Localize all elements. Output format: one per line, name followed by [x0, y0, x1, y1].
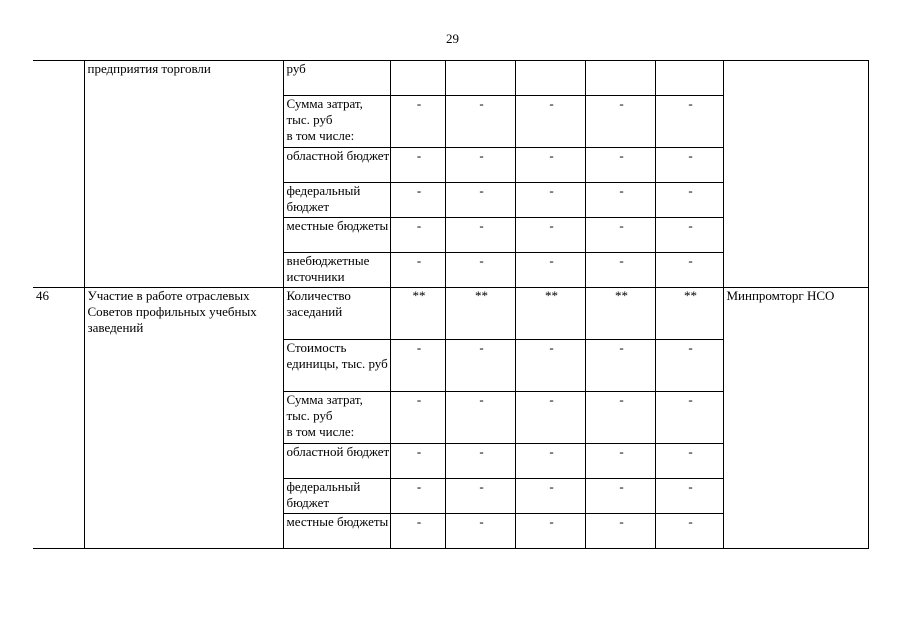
year-value: **	[390, 288, 445, 340]
indicator-label: областной бюджет	[283, 148, 390, 183]
indicator-label: Стоимость единицы, тыс. руб	[283, 340, 390, 392]
number-cell-empty	[33, 61, 84, 288]
table-row	[33, 61, 868, 96]
indicator-label: руб	[283, 61, 390, 96]
year-value: -	[390, 218, 445, 253]
year-value: -	[515, 253, 585, 288]
year-value: -	[390, 96, 445, 148]
year-value	[515, 61, 585, 96]
year-value	[390, 61, 445, 96]
year-value: -	[585, 96, 655, 148]
indicator-label: федеральный бюджет	[283, 479, 390, 514]
indicator-label: Количество заседаний	[283, 288, 390, 340]
indicator-label: внебюджетные источники	[283, 253, 390, 288]
year-value: -	[655, 183, 723, 218]
year-value: -	[515, 218, 585, 253]
year-value: -	[515, 148, 585, 183]
year-value: -	[585, 444, 655, 479]
event-cell: предприятия торговли	[84, 61, 283, 288]
year-value: -	[515, 514, 585, 549]
year-value: -	[445, 514, 515, 549]
year-value: -	[515, 183, 585, 218]
year-value: -	[515, 444, 585, 479]
year-value: -	[585, 340, 655, 392]
year-value: -	[445, 96, 515, 148]
year-value: -	[655, 340, 723, 392]
year-value: -	[445, 479, 515, 514]
year-value: -	[390, 444, 445, 479]
year-value: -	[390, 392, 445, 444]
year-value: -	[390, 479, 445, 514]
executor-cell: Минпромторг НСО	[723, 288, 868, 549]
year-value: -	[515, 479, 585, 514]
year-value: -	[655, 514, 723, 549]
year-value: -	[390, 514, 445, 549]
year-value: -	[585, 514, 655, 549]
indicator-label: Сумма затрат, тыс. руб в том числе:	[283, 392, 390, 444]
year-value: -	[445, 218, 515, 253]
year-value: -	[655, 253, 723, 288]
executor-cell-empty	[723, 61, 868, 288]
year-value	[655, 61, 723, 96]
year-value: -	[585, 392, 655, 444]
year-value: -	[445, 444, 515, 479]
year-value: **	[445, 288, 515, 340]
year-value: -	[390, 183, 445, 218]
year-value	[585, 61, 655, 96]
year-value: -	[515, 96, 585, 148]
page-number: 29	[446, 31, 459, 46]
table-row	[33, 288, 868, 340]
year-value: -	[585, 253, 655, 288]
program-table	[33, 60, 869, 549]
year-value: -	[585, 218, 655, 253]
year-value	[445, 61, 515, 96]
indicator-label: местные бюджеты	[283, 514, 390, 549]
year-value: -	[655, 392, 723, 444]
item-number: 46	[33, 288, 84, 549]
year-value: -	[390, 148, 445, 183]
year-value: -	[655, 218, 723, 253]
year-value: -	[390, 340, 445, 392]
year-value: -	[445, 340, 515, 392]
year-value: -	[655, 444, 723, 479]
year-value: **	[655, 288, 723, 340]
indicator-label: Сумма затрат, тыс. руб в том числе:	[283, 96, 390, 148]
year-value: -	[445, 253, 515, 288]
indicator-label: местные бюджеты	[283, 218, 390, 253]
year-value: -	[390, 253, 445, 288]
year-value: -	[445, 148, 515, 183]
year-value: -	[585, 479, 655, 514]
indicator-label: областной бюджет	[283, 444, 390, 479]
year-value: **	[585, 288, 655, 340]
year-value: -	[655, 96, 723, 148]
year-value: -	[445, 183, 515, 218]
year-value: -	[515, 340, 585, 392]
year-value: -	[515, 392, 585, 444]
year-value: -	[585, 148, 655, 183]
year-value: -	[445, 392, 515, 444]
indicator-label: федеральный бюджет	[283, 183, 390, 218]
event-cell: Участие в работе отраслевых Советов профильных учебных заведений	[84, 288, 283, 549]
year-value: -	[655, 148, 723, 183]
year-value: -	[655, 479, 723, 514]
year-value: -	[585, 183, 655, 218]
year-value: **	[515, 288, 585, 340]
